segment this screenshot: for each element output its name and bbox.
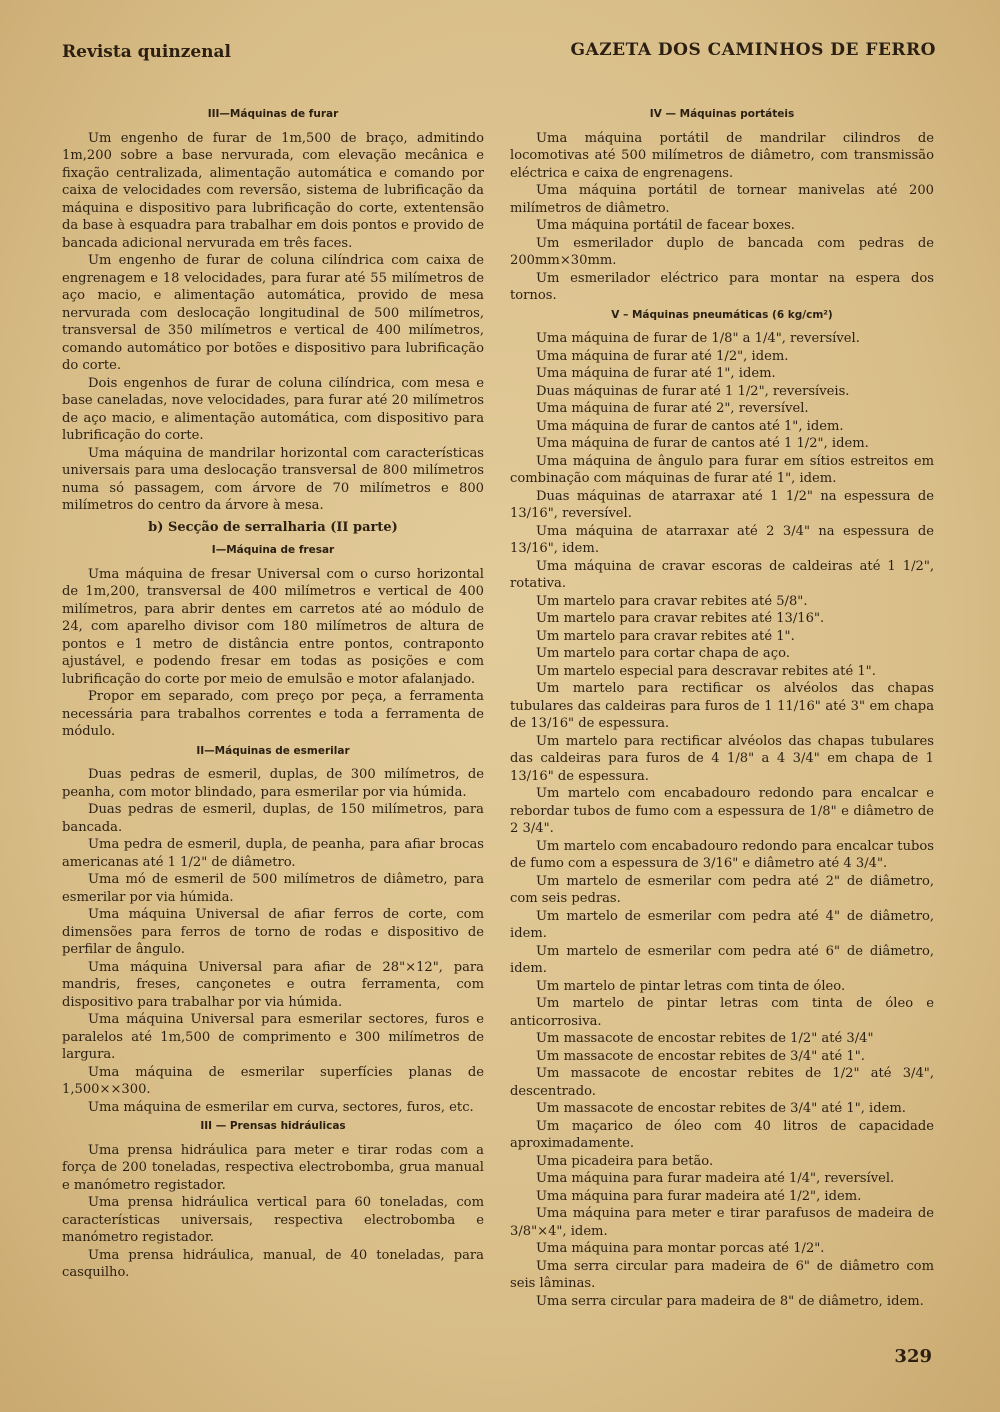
paragraph: Uma máquina de furar até 1", idem. bbox=[536, 366, 776, 381]
paragraph: Uma picadeira para betão. bbox=[536, 1153, 714, 1169]
paragraph: Um martelo para cortar chapa de aço. bbox=[536, 646, 790, 661]
paragraph: Um massacote de encostar rebites de 1/2" até 3/4", descentrado. bbox=[510, 1066, 934, 1099]
section-heading: IV — Máquinas portáteis bbox=[649, 108, 795, 120]
paragraph: Um engenho de furar de coluna cilíndrica com caixa de engrenagem e 18 velocidades, para furar até 55 milímetros de aço macio, e alimentação automática, provido de mesa nervurada com deslocação longitudinal de 500 milímetros, transversal de 350 milímetros e vertical de 400 milímetros, comando automático por botões e dispositivo para lubrificação do corte. bbox=[62, 253, 484, 373]
paragraph: Duas máquinas de furar até 1 1/2", reversíveis. bbox=[536, 383, 850, 399]
paragraph: Uma máquina para furar madeira até 1/4", reversível. bbox=[536, 1171, 895, 1186]
paragraph: Uma máquina portátil de tornear manivelas até 200 milímetros de diâmetro. bbox=[510, 183, 934, 216]
paragraph: Um martelo de esmerilar com pedra até 4" de diâmetro, idem. bbox=[510, 908, 934, 941]
section-heading: b) Secção de serralharia (II parte) bbox=[148, 519, 398, 535]
paragraph: Uma máquina de furar até 2", reversível. bbox=[536, 401, 809, 416]
paragraph: Um maçarico de óleo com 40 litros de capacidade aproximadamente. bbox=[510, 1118, 934, 1151]
paragraph: Uma máquina de esmerilar superfícies planas de 1,500××300. bbox=[62, 1064, 484, 1097]
paragraph: Um martelo especial para descravar rebites até 1". bbox=[536, 663, 876, 679]
paragraph: Uma máquina de furar de cantos até 1 1/2", idem. bbox=[536, 436, 869, 451]
paragraph: Uma máquina de fresar Universal com o curso horizontal de 1m,200, transversal de 400 milímetros e vertical de 400 milímetros, para abrir dentes em carretos até ao módulo de 24, com aparelho divisor com 180 milímetros de altura de pontos e 1 metro de distância entre pontos, contraponto ajustável, e podendo fresar em todas as posições e com lubrificação do corte por meio de emulsão e motor afalanjado. bbox=[62, 566, 484, 687]
paragraph: Uma máquina de furar de cantos até 1", idem. bbox=[536, 418, 844, 434]
section-heading: III — Prensas hidráulicas bbox=[200, 1120, 346, 1132]
paragraph: Uma serra circular para madeira de 8" de diâmetro, idem. bbox=[536, 1293, 924, 1309]
paragraph: Uma máquina para furar madeira até 1/2", idem. bbox=[536, 1188, 862, 1204]
header-right: GAZETA DOS CAMINHOS DE FERRO bbox=[570, 40, 936, 60]
paragraph: Um massacote de encostar rebites de 3/4" até 1", idem. bbox=[536, 1101, 906, 1116]
paragraph: Um esmerilador duplo de bancada com pedras de 200mm×30mm. bbox=[510, 235, 934, 268]
paragraph: Um martelo com encabadouro redondo para encalcar e rebordar tubos de fumo com a espessura de 1/8" e diâmetro de 2 3/4". bbox=[510, 786, 934, 836]
paragraph: Uma máquina de atarraxar até 2 3/4" na espessura de 13/16", idem. bbox=[510, 523, 934, 556]
paragraph: Um engenho de furar de 1m,500 de braço, admitindo 1m,200 sobre a base nervurada, com elevação mecânica e fixação centralizada, alimentação automática e comando por caixa de velocidades com reversão, sistema de lubrificação da máquina e dispositivo para lubrificação do corte, extentensão da base à esquadra para trabalhar em dois pontos e provido de bancada adicional nervurada em três faces. bbox=[62, 130, 484, 251]
paragraph: Dois engenhos de furar de coluna cilíndrica, com mesa e base caneladas, nove velocidades, para furar até 20 milímetros de aço macio, e alimentação automática, com dispositivo para lubrificação do corte. bbox=[62, 375, 484, 443]
paragraph: Uma máquina portátil de mandrilar cilindros de locomotivas até 500 milímetros de diâmetro, com transmissão eléctrica e caixa de engrenagens. bbox=[510, 130, 934, 181]
paragraph: Um massacote de encostar rebites de 3/4" até 1". bbox=[536, 1048, 865, 1064]
paragraph: Uma máquina para meter e tirar parafusos de madeira de 3/8"×4", idem. bbox=[510, 1206, 934, 1239]
section-heading: II—Máquinas de esmerilar bbox=[196, 744, 350, 757]
paragraph: Um martelo para cravar rebites até 13/16". bbox=[536, 611, 825, 626]
paragraph: Um martelo com encabadouro redondo para encalcar tubos de fumo com a espessura de 3/16" e diâmetro até 4 3/4". bbox=[510, 838, 934, 871]
paragraph: Uma prensa hidráulica, manual, de 40 toneladas, para casquilho. bbox=[62, 1247, 484, 1280]
paragraph: Um esmerilador eléctrico para montar na espera dos tornos. bbox=[510, 270, 934, 303]
paragraph: Duas máquinas de atarraxar até 1 1/2" na espessura de 13/16", reversível. bbox=[510, 488, 934, 521]
paragraph: Um martelo para rectificar alvéolos das chapas tubulares das caldeiras para furos de 4 1/8" a 4 3/4" em chapa de 1 13/16" de espessura. bbox=[510, 733, 934, 784]
paragraph: Uma máquina de mandrilar horizontal com características universais para uma deslocação transversal de 800 milímetros numa só passagem, com árvore de 70 milímetros e 800 milímetros do centro da árvore à mesa. bbox=[62, 445, 484, 513]
paragraph: Duas pedras de esmeril, duplas, de 150 milímetros, para bancada. bbox=[62, 802, 484, 835]
paragraph: Uma mó de esmeril de 500 milímetros de diâmetro, para esmerilar por via húmida. bbox=[62, 872, 484, 905]
left-column bbox=[62, 104, 484, 1282]
paragraph: Duas pedras de esmeril, duplas, de 300 milímetros, de peanha, com motor blindado, para esmerilar por via húmida. bbox=[62, 767, 484, 800]
paragraph: Um martelo para rectificar os alvéolos das chapas tubulares das caldeiras para furos de 1 11/16" até 3" em chapa de 13/16" de espessura. bbox=[510, 681, 934, 731]
paragraph: Um martelo para cravar rebites até 1". bbox=[536, 628, 795, 644]
paragraph: Uma máquina Universal de afiar ferros de corte, com dimensões para ferros de torno de rodas e dispositivo de perfilar de ângulo. bbox=[62, 907, 484, 957]
paragraph: Uma prensa hidráulica vertical para 60 toneladas, com características universais, respectiva electrobomba e manómetro registador. bbox=[62, 1195, 484, 1245]
paragraph: Uma máquina de cravar escoras de caldeiras até 1 1/2", rotativa. bbox=[510, 558, 934, 591]
paragraph: Uma máquina de furar até 1/2", idem. bbox=[536, 348, 789, 364]
paragraph: Uma máquina Universal para esmerilar sectores, furos e paralelos até 1m,500 de comprimento e 300 milímetros de largura. bbox=[62, 1012, 484, 1062]
paragraph: Uma máquina Universal para afiar de 28"×12", para mandris, freses, cançonetes e outra ferramenta, com dispositivo para trabalhar por via húmida. bbox=[62, 959, 484, 1010]
paragraph: Uma máquina para montar porcas até 1/2". bbox=[536, 1241, 825, 1256]
paragraph: Uma máquina de ângulo para furar em sítios estreitos em combinação com máquinas de furar até 1", idem. bbox=[510, 453, 934, 486]
header-left: Revista quinzenal bbox=[62, 42, 232, 62]
paragraph: Um martelo de esmerilar com pedra até 2" de diâmetro, com seis pedras. bbox=[510, 873, 934, 906]
section-heading: V – Máquinas pneumáticas (6 kg/cm²) bbox=[611, 308, 833, 321]
paragraph: Um martelo de pintar letras com tinta de óleo. bbox=[536, 978, 846, 994]
paragraph: Um martelo para cravar rebites até 5/8". bbox=[536, 593, 808, 609]
paragraph: Uma máquina de esmerilar em curva, sectores, furos, etc. bbox=[88, 1099, 474, 1115]
section-heading: III—Máquinas de furar bbox=[207, 108, 339, 120]
paragraph: Uma serra circular para madeira de 6" de diâmetro com seis lâminas. bbox=[510, 1258, 934, 1291]
section-heading: I—Máquina de fresar bbox=[211, 544, 335, 556]
paragraph: Um martelo de esmerilar com pedra até 6" de diâmetro, idem. bbox=[510, 943, 934, 976]
paragraph: Uma pedra de esmeril, dupla, de peanha, para afiar brocas americanas até 1 1/2" de diâmetro. bbox=[62, 837, 484, 870]
right-column bbox=[510, 104, 934, 1310]
paragraph: Uma máquina de furar de 1/8" a 1/4", reversível. bbox=[536, 331, 860, 346]
paragraph: Um martelo de pintar letras com tinta de óleo e anticorrosiva. bbox=[510, 996, 934, 1029]
paragraph: Propor em separado, com preço por peça, a ferramenta necessária para trabalhos correntes e toda a ferramenta de módulo. bbox=[62, 689, 484, 739]
paragraph: Um massacote de encostar rebites de 1/2" até 3/4" bbox=[536, 1031, 874, 1046]
paragraph: Uma máquina portátil de facear boxes. bbox=[536, 218, 795, 233]
page-number: 329 bbox=[894, 1346, 932, 1367]
paragraph: Uma prensa hidráulica para meter e tirar rodas com a força de 200 toneladas, respectiva electrobomba, grua manual e manómetro registador. bbox=[62, 1142, 484, 1193]
